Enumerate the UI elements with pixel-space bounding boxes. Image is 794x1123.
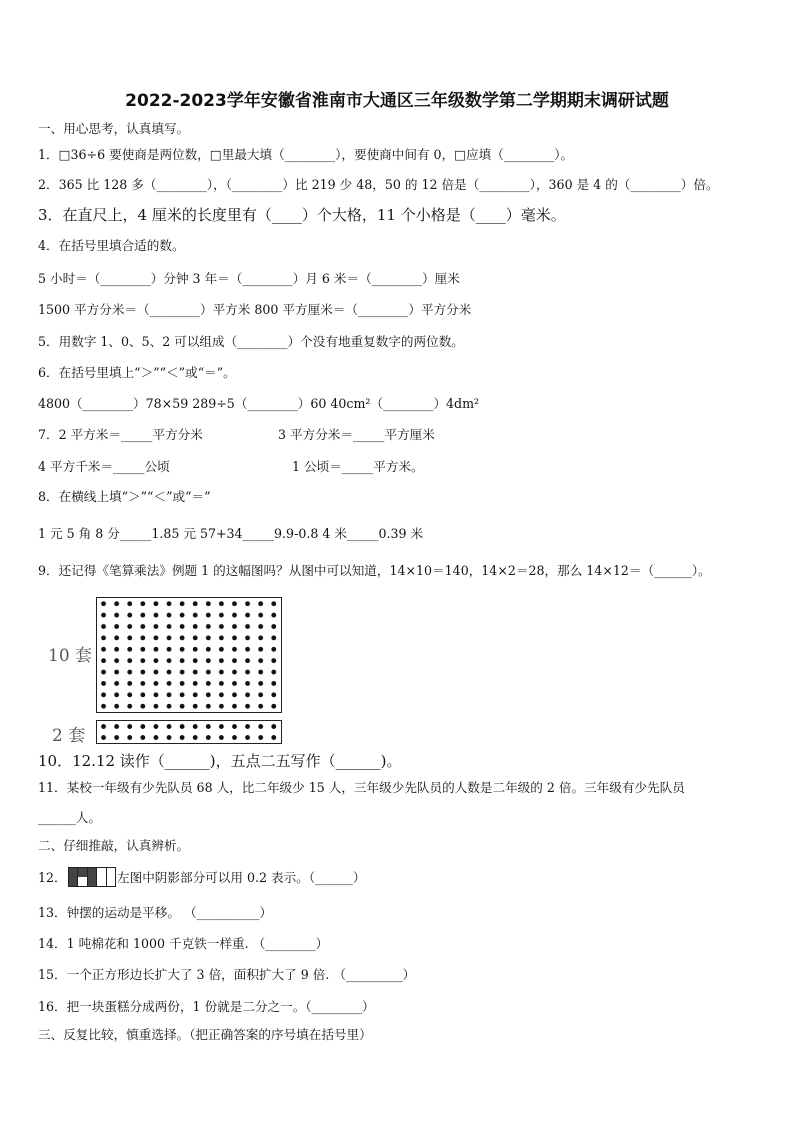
question-4: 4．在括号里填合适的数。 <box>38 238 185 253</box>
question-7-c: 4 平方千米＝_____公顷 <box>38 459 170 474</box>
question-4-line-b: 1500 平方分米＝（________）平方米 800 平方厘米＝（________）平方分米 <box>38 302 472 317</box>
question-12-number: 12． <box>38 870 67 885</box>
question-4-line-a: 5 小时＝（________）分钟 3 年＝（________）月 6 米＝（________）厘米 <box>38 271 460 286</box>
question-7-d: 1 公顷＝_____平方米。 <box>292 459 424 474</box>
section-2-heading: 二、仔细推敲，认真辨析。 <box>38 838 190 853</box>
dot-array-2-rows <box>96 720 282 744</box>
question-15: 15．一个正方形边长扩大了 3 倍，面积扩大了 9 倍. （_________） <box>38 967 416 982</box>
section-1-heading: 一、用心思考，认真填写。 <box>38 121 190 136</box>
question-8-line-a: 1 元 5 角 8 分_____1.85 元 57+34_____9.9-0.8 4 米_____0.39 米 <box>38 526 424 541</box>
question-2: 2．365 比 128 多（________），（________）比 219 少 48，50 的 12 倍是（________），360 是 4 的（________）倍。 <box>38 177 719 192</box>
question-13: 13．钟摆的运动是平移。 （__________） <box>38 905 273 920</box>
question-1: 1．□36÷6 要使商是两位数，□里最大填（________），要使商中间有 0，□应填（________）。 <box>38 147 574 162</box>
page-title: 2022-2023学年安徽省淮南市大通区三年级数学第二学期期末调研试题 <box>125 91 669 111</box>
question-6-line-a: 4800（________）78×59 289÷5（________）60 40cm²（________）4dm² <box>38 396 480 411</box>
section-3-heading: 三、反复比较，慎重选择。（把正确答案的序号填在括号里） <box>38 1027 372 1042</box>
question-9: 9．还记得《笔算乘法》例题 1 的这幅图吗？从图中可以知道，14×10＝140，14×2＝28，那么 14×12＝（______）。 <box>38 563 711 578</box>
dot-array-10-rows <box>96 597 282 713</box>
question-7-b: 3 平方分米＝_____平方厘米 <box>278 427 435 442</box>
question-8: 8．在横线上填“＞”“＜”或“＝” <box>38 489 211 504</box>
question-12: 左图中阴影部分可以用 0.2 表示。（______） <box>117 870 366 885</box>
question-14: 14．1 吨棉花和 1000 千克铁一样重. （________） <box>38 936 329 951</box>
question-10: 10．12.12 读作（______)，五点二五写作（______)。 <box>38 752 402 770</box>
label-2-sets: 2 套 <box>52 726 86 746</box>
question-11: 11．某校一年级有少先队员 68 人，比二年级少 15 人，三年级少先队员的人数是二年级的 2 倍。三年级有少先队员 <box>38 780 685 795</box>
shaded-strip-icon <box>68 867 116 887</box>
question-5: 5．用数字 1、0、5、2 可以组成（________）个没有地重复数字的两位数。 <box>38 334 464 349</box>
question-3: 3．在直尺上，4 厘米的长度里有（____）个大格，11 个小格是（____）毫米。 <box>38 206 566 224</box>
question-6: 6．在括号里填上“＞”“＜”或“＝”。 <box>38 365 236 380</box>
question-7-a: 7．2 平方米＝_____平方分米 <box>38 427 203 442</box>
question-16: 16．把一块蛋糕分成两份，1 份就是二分之一。（________） <box>38 999 375 1014</box>
label-10-sets: 10 套 <box>48 646 93 666</box>
question-11-answer-line: ______人。 <box>38 810 101 825</box>
